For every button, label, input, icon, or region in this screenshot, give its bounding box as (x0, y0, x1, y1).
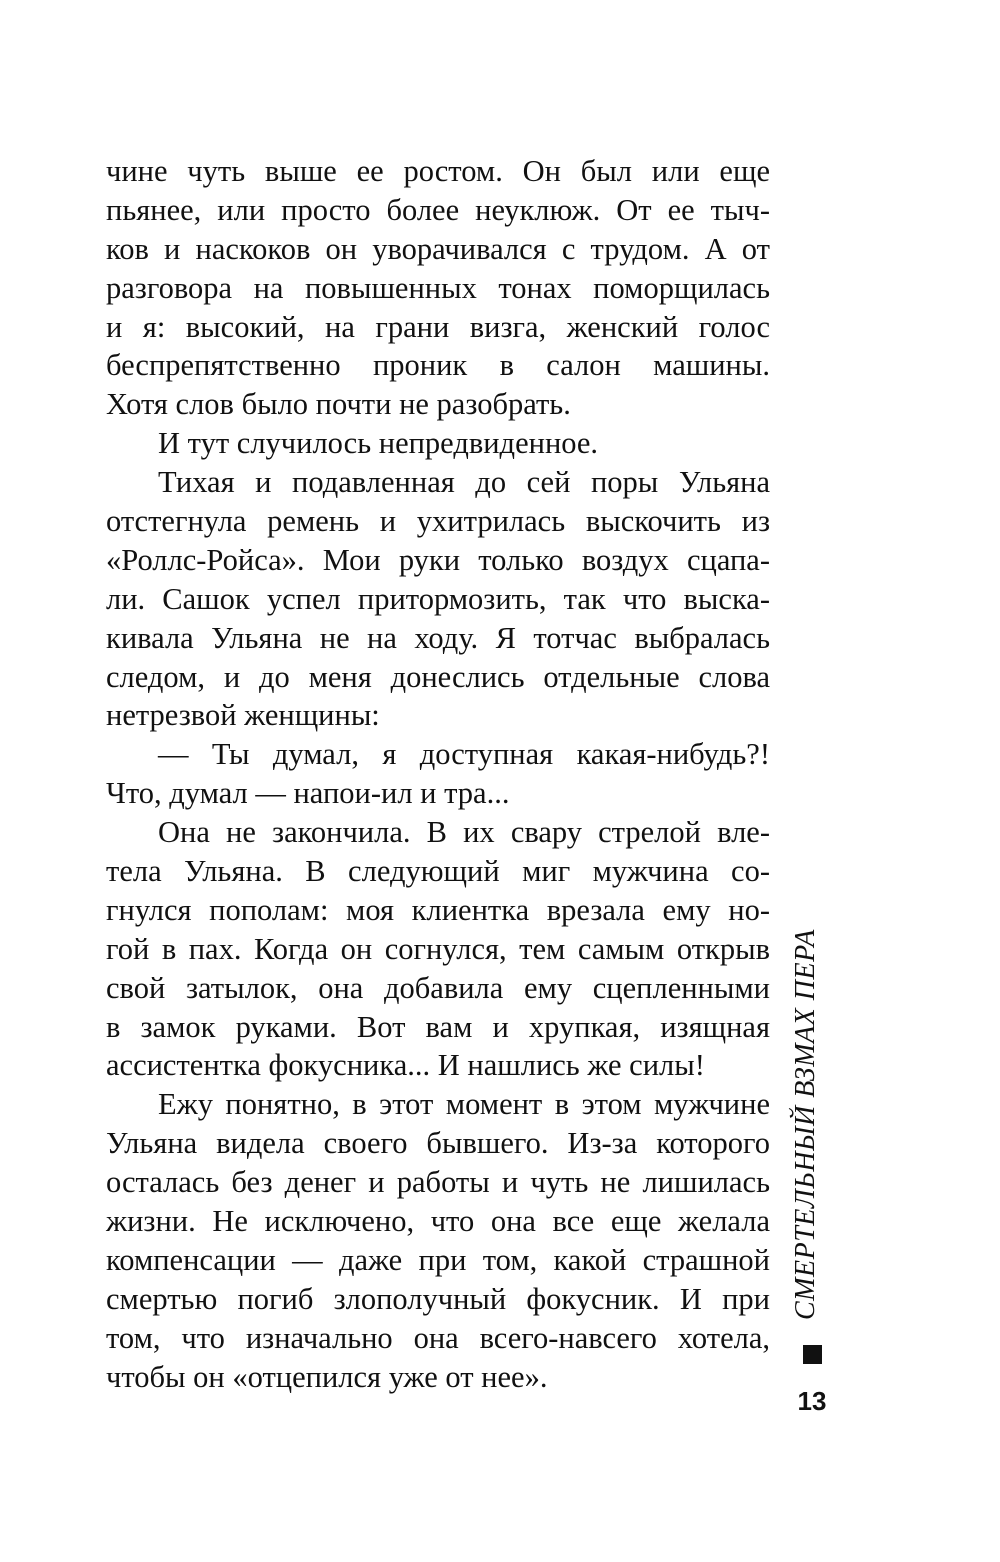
text-line: следом, и до меня донеслись отдельные слова (106, 659, 770, 694)
text-line: гой в пах. Когда он согнулся, тем самым открыв (106, 931, 770, 966)
text-line: смертью погиб злополучный фокусник. И при (106, 1281, 770, 1316)
text-line: разговора на повышенных тонах поморщилась (106, 270, 770, 305)
text-line: — Ты думал, я доступная какая-нибудь?! (158, 737, 770, 772)
text-line: Она не закончила. В их свару стрелой вле- (158, 815, 770, 850)
text-line: Тихая и подавленная до сей поры Ульяна (158, 465, 770, 500)
text-line: Что, думал — напои-ил и тра... (106, 776, 510, 811)
text-line: в замок руками. Вот вам и хрупкая, изящная (106, 1009, 770, 1044)
main-text (106, 152, 770, 1397)
text-line: компенсации — даже при том, какой страшной (106, 1242, 770, 1277)
text-line: Ежу понятно, в этот момент в этом мужчине (158, 1087, 770, 1122)
text-line: ассистентка фокусника... И нашлись же силы! (106, 1048, 705, 1083)
text-line: И тут случилось непредвиденное. (158, 426, 599, 461)
text-line: Хотя слов было почти не разобрать. (106, 387, 571, 422)
text-line: жизни. Не исключено, что она все еще желала (106, 1204, 770, 1239)
text-line: кивала Ульяна не на ходу. Я тотчас выбралась (106, 620, 770, 655)
text-line: том, что изначально она всего-навсего хотела, (106, 1320, 770, 1355)
text-line: отстегнула ремень и ухитрилась выскочить из (106, 504, 770, 539)
text-line: ли. Сашок успел притормозить, так что выска- (106, 581, 770, 616)
text-line: нетрезвой женщины: (106, 698, 380, 733)
running-title: СМЕРТЕЛЬНЫЙ ВЗМАХ ПЕРА (790, 929, 821, 1320)
text-line: беспрепятственно проник в салон машины. (106, 348, 770, 383)
page-number: 13 (797, 1386, 827, 1416)
text-line: пьянее, или просто более неуклюж. От ее тыч- (106, 192, 770, 227)
text-line: осталась без денег и работы и чуть не лишилась (106, 1165, 770, 1200)
text-line: ков и наскоков он уворачивался с трудом. А от (106, 231, 770, 266)
text-line: гнулся пополам: моя клиентка врезала ему но- (106, 892, 770, 927)
text-line: чине чуть выше ее ростом. Он был или еще (106, 154, 770, 188)
text-line: и я: высокий, на грани визга, женский голос (106, 309, 770, 344)
text-line: тела Ульяна. В следующий миг мужчина со- (106, 854, 770, 889)
text-line: чтобы он «отцепился уже от нее». (106, 1359, 548, 1394)
square-marker (803, 1345, 822, 1364)
text-line: «Роллс-Ройса». Мои руки только воздух сцапа- (106, 542, 770, 577)
text-line: свой затылок, она добавила ему сцепленными (106, 970, 770, 1005)
text-line: Ульяна видела своего бывшего. Из-за которого (106, 1126, 770, 1161)
